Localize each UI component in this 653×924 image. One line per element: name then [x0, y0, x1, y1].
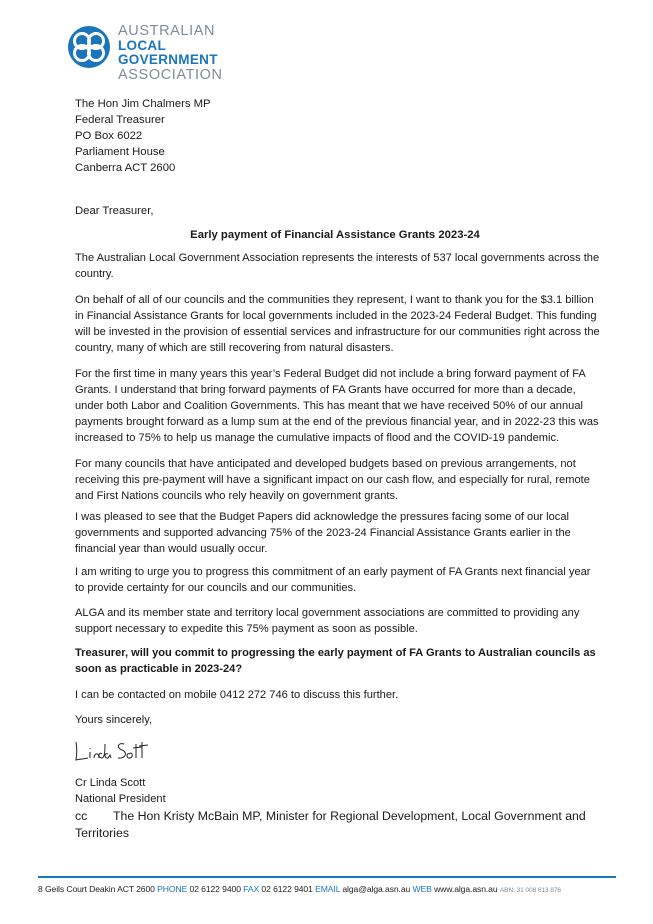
- paragraph-4: For many councils that have anticipated and developed budgets based on previous arrangements, not receiving this pre-payment will have a significant impact on our cash flow, and especially for rural, remote and First Nations councils who rely heavily on government grants.: [75, 458, 590, 503]
- recipient-title: Federal Treasurer: [75, 114, 165, 126]
- footer-email[interactable]: alga@alga.asn.au: [342, 884, 411, 894]
- logo-line-1: AUSTRALIAN: [118, 23, 216, 39]
- signatory-title: National President: [75, 793, 166, 805]
- handwritten-signature: [72, 736, 152, 764]
- alga-rings-logo-icon: [66, 24, 112, 70]
- cc-recipient: The Hon Kristy McBain MP, Minister for Regional Development, Local Government and Territories: [75, 809, 586, 840]
- footer-email-label: EMAIL: [315, 884, 341, 894]
- salutation: Dear Treasurer,: [75, 205, 154, 217]
- logo-line-3: ASSOCIATION: [118, 66, 223, 83]
- footer-web-label: WEB: [412, 884, 432, 894]
- paragraph-3: For the first time in many years this year’s Federal Budget did not include a bring forward payment of FA Grants. I understand that bring forward payments of FA Grants have occurred for more than a decade, under both Labor and Coalition Governments. This has meant that we have received 50% of our annual payments brought forward as a lump sum at the end of the previous financial year, and in 2022-23 this was increased to 75% to help us manage the cumulative impacts of flood and the COVID-19 pandemic.: [75, 368, 599, 445]
- logo-line-2: LOCAL GOVERNMENT: [118, 37, 218, 67]
- footer-web[interactable]: www.alga.asn.au: [434, 884, 498, 894]
- recipient-address: [75, 96, 595, 176]
- signatory-name: Cr Linda Scott: [75, 777, 146, 789]
- footer-abn: ABN: 31 008 613 876: [499, 887, 561, 894]
- paragraph-question: Treasurer, will you commit to progressing the early payment of FA Grants to Australian councils as soon as practicable in 2023-24?: [75, 647, 596, 676]
- paragraph-1: The Australian Local Government Association represents the interests of 537 local governments across the country.: [75, 252, 600, 281]
- recipient-name: The Hon Jim Chalmers MP: [75, 98, 211, 110]
- recipient-po-box: PO Box 6022: [75, 130, 143, 142]
- closing: Yours sincerely,: [75, 714, 153, 726]
- logo-wordmark: [118, 24, 266, 82]
- paragraph-contact: I can be contacted on mobile 0412 272 746 to discuss this further.: [75, 689, 399, 701]
- cc-line: [75, 808, 595, 842]
- footer-phone-label: PHONE: [157, 884, 188, 894]
- alga-logo: [66, 23, 266, 83]
- cc-label: cc: [75, 809, 88, 823]
- recipient-city: Canberra ACT 2600: [75, 162, 176, 174]
- footer-phone: 02 6122 9400: [189, 884, 241, 894]
- paragraph-6: I am writing to urge you to progress this commitment of an early payment of FA Grants next financial year to provide certainty for our councils and our communities.: [75, 566, 591, 595]
- footer-fax: 02 6122 9401: [261, 884, 313, 894]
- letter-subject: Early payment of Financial Assistance Grants 2023-24: [190, 229, 480, 241]
- footer-divider: [38, 876, 616, 878]
- recipient-building: Parliament House: [75, 146, 165, 158]
- footer-address: 8 Geils Court Deakin ACT 2600: [38, 884, 155, 894]
- paragraph-5: I was pleased to see that the Budget Papers did acknowledge the pressures facing some of our local governments and supported advancing 75% of the 2023-24 Financial Assistance Grants earlier in the financial year than would usually occur.: [75, 511, 571, 556]
- paragraph-7: ALGA and its member state and territory local government associations are committed to providing any support necessary to expedite this 75% payment as soon as possible.: [75, 607, 580, 636]
- footer-fax-label: FAX: [243, 884, 260, 894]
- paragraph-2: On behalf of all of our councils and the communities they represent, I want to thank you for the $3.1 billion in Financial Assistance Grants for local governments included in the 2023-24 Federal Budget. This funding will be invested in the provision of essential services and infrastructure for our communities right across the country, many of which are still recovering from natural disasters.: [75, 294, 600, 355]
- footer: [38, 884, 628, 894]
